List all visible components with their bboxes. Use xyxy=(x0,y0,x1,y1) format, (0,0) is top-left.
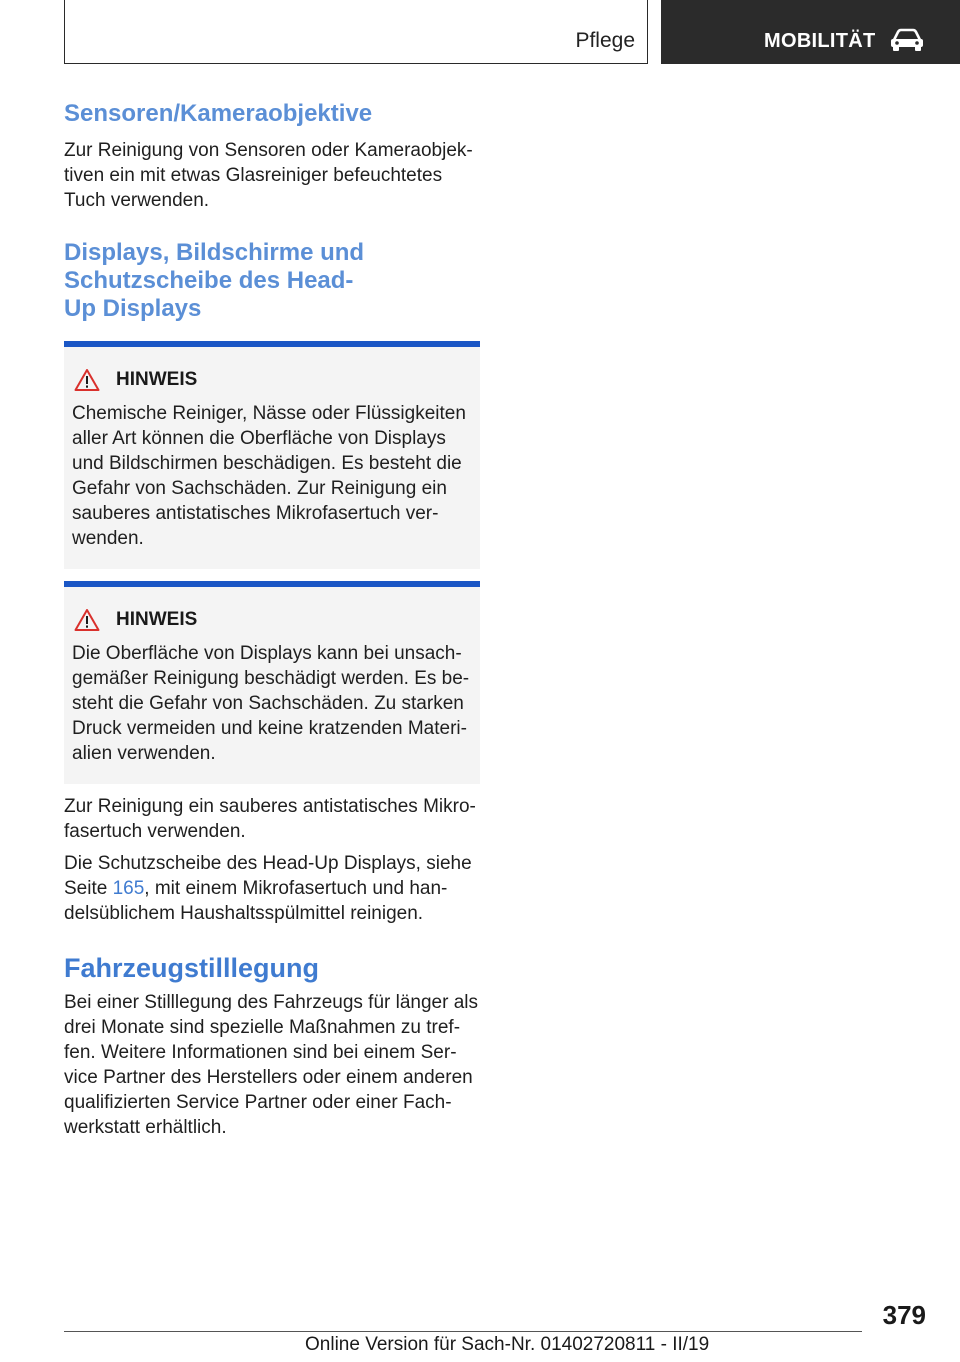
paragraph-hud: Die Schutzscheibe des Head-Up Displays, siehe Seite 165, mit einem Mikrofasertuch und han- delsüblichem Haushaltsspülmittel reinigen. xyxy=(64,853,472,924)
warning-triangle-icon xyxy=(74,608,100,632)
header-chapter-tab xyxy=(661,0,960,64)
notice-header xyxy=(72,367,472,393)
notice-title: HINWEIS xyxy=(116,609,198,630)
section-heading-displays: Displays, Bildschirme und Schutzscheibe des Head- Up Displays xyxy=(64,239,365,322)
paragraph-cleaning: Zur Reinigung ein sauberes antistatisches Mikro- fasertuch verwenden. xyxy=(64,796,476,842)
warning-triangle-icon xyxy=(74,368,100,392)
notice-box xyxy=(64,581,480,784)
paragraph-decommissioning: Bei einer Stilllegung des Fahrzeugs für länger als drei Monate sind spezielle Maßnahmen zu tref- fen. Weitere Informationen sind bei einem Ser- vice Partner des Herstellers oder einem anderen qualifizierten Service Partner oder einer Fach- werkstatt erhältlich. xyxy=(64,992,479,1138)
footer-text: Online Version für Sach-Nr. 01402720811 - II/19 xyxy=(305,1334,710,1355)
notice-title: HINWEIS xyxy=(116,369,198,390)
page-reference-link[interactable]: 165 xyxy=(112,878,145,899)
paragraph-sensors: Zur Reinigung von Sensoren oder Kameraobjek- tiven ein mit etwas Glasreiniger befeuchtetes Tuch verwenden. xyxy=(64,140,473,211)
header-section-box xyxy=(64,0,648,64)
notice-box xyxy=(64,341,480,569)
page-number: 379 xyxy=(882,1300,926,1330)
footer-divider xyxy=(64,1331,862,1332)
chapter-heading: Fahrzeugstilllegung xyxy=(64,953,320,983)
header-chapter-title: MOBILITÄT xyxy=(764,30,876,52)
header-section-title: Pflege xyxy=(575,29,635,52)
section-heading-sensors: Sensoren/Kameraobjektive xyxy=(64,100,373,127)
notice-text: Die Oberfläche von Displays kann bei unsach- gemäßer Reinigung beschädigt werden. Es be- steht die Gefahr von Sachschäden. Zu starken Druck vermeiden und keine kratzenden Materi- alien verwenden. xyxy=(72,643,470,764)
notice-text: Chemische Reiniger, Nässe oder Flüssigkeiten aller Art können die Oberfläche von Displays und Bildschirmen beschädigen. Es besteht die Gefahr von Sachschäden. Zur Reinigung ein sauberes antistatisches Mikrofasertuch ver- wenden. xyxy=(72,403,466,549)
notice-header xyxy=(72,607,472,633)
car-icon xyxy=(889,28,925,52)
page-content xyxy=(64,100,480,1140)
